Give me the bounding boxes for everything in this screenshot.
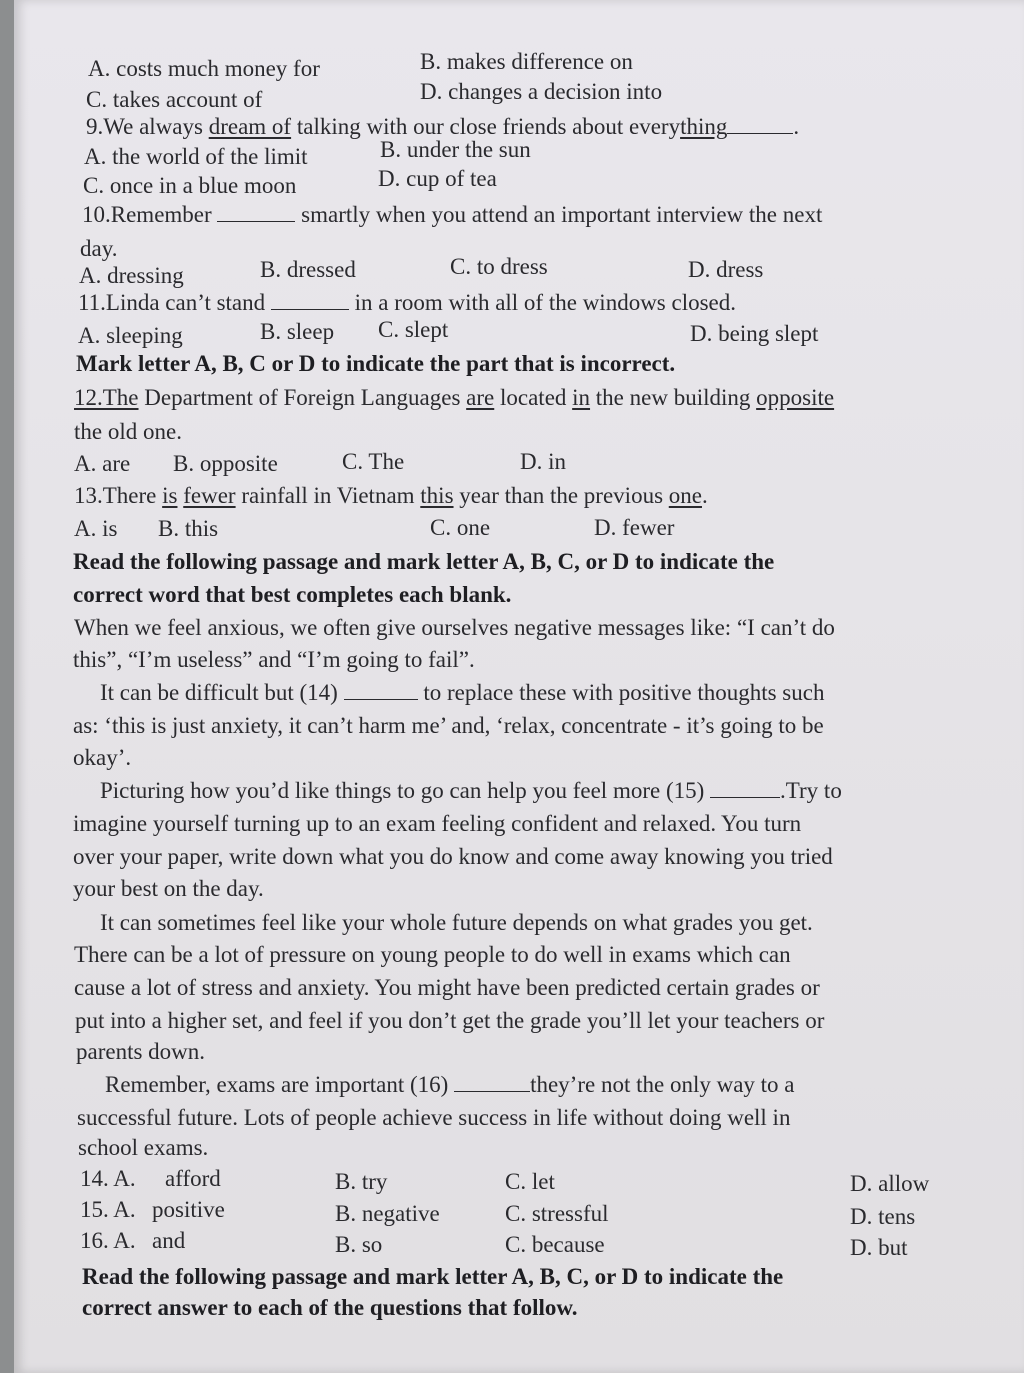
q12-continuation: the old one.: [74, 419, 182, 444]
q8-option-c: C. takes account of: [86, 87, 263, 112]
q11-text-start: 11.Linda can’t stand: [78, 290, 271, 315]
q13-text-1: 13.There: [74, 483, 163, 508]
q10-text-start: 10.Remember: [82, 202, 218, 227]
q12-underlined-in: in: [572, 385, 591, 410]
passage-p4-line-3: cause a lot of stress and anxiety. You might have been predicted certain grades or: [74, 975, 820, 1000]
q10-option-a: A. dressing: [79, 263, 184, 288]
q16-number: 16. A.: [80, 1228, 136, 1253]
q13-option-a: A. is: [74, 516, 118, 541]
blank-16: [454, 1073, 530, 1092]
q13-underlined-this: this: [420, 483, 454, 508]
q15-option-a: positive: [152, 1197, 225, 1222]
question-10: [82, 201, 822, 229]
q13-underlined-fewer: fewer: [183, 483, 236, 508]
q10-option-d: D. dress: [688, 257, 764, 282]
passage-p5-line-3: school exams.: [78, 1135, 209, 1160]
q15-number: 15. A.: [80, 1197, 136, 1222]
passage-p3-line-4: your best on the day.: [73, 876, 264, 901]
q13-option-b: B. this: [158, 516, 219, 541]
passage-p2-line-2: as: ‘this is just anxiety, it can’t harm me’ and, ‘relax, concentrate - it’s going to be: [73, 713, 824, 738]
q9-text-end: .: [793, 114, 800, 139]
q12-option-d: D. in: [520, 449, 566, 474]
passage-p2-line-3: okay’.: [73, 745, 132, 770]
passage-p2-text-start: It can be difficult but (14): [100, 680, 344, 705]
q13-text-3: year than the previous: [453, 483, 669, 508]
q9-underlined-1: dream of: [208, 114, 292, 139]
passage-p4-line-5: parents down.: [76, 1039, 206, 1064]
section-heading-cloze-2: correct word that best completes each blank.: [73, 582, 512, 607]
q11-option-c: C. slept: [378, 317, 449, 342]
q8-option-a: A. costs much money for: [88, 56, 320, 81]
q12-underlined-the: 12.The: [74, 385, 139, 410]
q10-blank: [217, 203, 295, 222]
passage-p3-text-start: Picturing how you’d like things to go can help you feel more (15): [100, 778, 711, 803]
q13-option-d: D. fewer: [594, 515, 675, 540]
passage-p2-line-1: [100, 679, 824, 707]
q13-underlined-one: one: [668, 483, 702, 508]
passage-p5-line-2: successful future. Lots of people achieve success in life without doing well in: [77, 1105, 791, 1130]
q15-option-b: B. negative: [335, 1201, 440, 1226]
q11-option-d: D. being slept: [690, 321, 819, 346]
q16-option-b: B. so: [335, 1232, 383, 1257]
q11-text-end: in a room with all of the windows closed.: [348, 290, 737, 315]
q14-option-c: C. let: [505, 1169, 555, 1194]
q8-option-b: B. makes difference on: [420, 49, 633, 74]
q14-number: 14. A.: [80, 1166, 136, 1191]
q14-option-a: afford: [165, 1166, 221, 1191]
passage-p5-line-1: [105, 1071, 795, 1099]
q9-option-c: C. once in a blue moon: [83, 173, 297, 198]
passage-p4-line-4: put into a higher set, and feel if you don’t get the grade you’ll let your teachers or: [75, 1008, 825, 1033]
passage-p1-line-2: this”, “I’m useless” and “I’m going to fail”.: [73, 647, 475, 672]
q9-underlined-2: thing: [680, 114, 728, 139]
question-13: [74, 482, 708, 510]
section-heading-incorrect: Mark letter A, B, C or D to indicate the part that is incorrect.: [76, 351, 676, 376]
q10-text-end: smartly when you attend an important interview the next: [295, 202, 823, 227]
question-12: [74, 384, 834, 412]
passage-p3-line-1: [100, 777, 842, 805]
passage-p4-line-2: There can be a lot of pressure on young people to do well in exams which can: [74, 942, 791, 967]
passage-p5-text-end: they’re not the only way to a: [530, 1072, 795, 1097]
passage-p2-text-end: to replace these with positive thoughts such: [417, 680, 825, 705]
q10-option-b: B. dressed: [260, 257, 356, 282]
question-11: [78, 289, 736, 317]
q14-option-b: B. try: [335, 1169, 388, 1194]
q9-text-start: 9.We always: [86, 114, 209, 139]
q9-option-d: D. cup of tea: [378, 166, 497, 191]
q12-text-1: Department of Foreign Languages: [138, 385, 467, 410]
q12-underlined-opposite: opposite: [756, 385, 835, 410]
q9-option-b: B. under the sun: [380, 137, 531, 162]
q12-option-b: B. opposite: [173, 451, 278, 476]
q9-text-mid: talking with our close friends about every: [291, 114, 681, 139]
q16-option-c: C. because: [505, 1232, 605, 1257]
passage-p3-line-2: imagine yourself turning up to an exam feeling confident and relaxed. You turn: [73, 811, 802, 836]
blank-14: [344, 681, 418, 700]
q12-text-2: located: [494, 385, 573, 410]
passage-p4-line-1: It can sometimes feel like your whole future depends on what grades you get.: [100, 910, 813, 935]
q15-option-c: C. stressful: [505, 1201, 609, 1226]
q9-blank: [727, 115, 793, 134]
blank-15: [710, 779, 780, 798]
q12-option-a: A. are: [74, 451, 131, 476]
q14-option-d: D. allow: [850, 1171, 930, 1196]
q9-option-a: A. the world of the limit: [84, 144, 308, 169]
q12-text-3: the new building: [590, 385, 757, 410]
q10-option-c: C. to dress: [450, 254, 548, 279]
q11-option-a: A. sleeping: [78, 323, 183, 348]
q15-option-d: D. tens: [850, 1204, 916, 1229]
q12-underlined-are: are: [466, 385, 495, 410]
section-heading-reading-1: Read the following passage and mark letter A, B, C, or D to indicate the: [82, 1264, 784, 1289]
q11-blank: [271, 291, 349, 310]
q16-option-a: and: [152, 1228, 186, 1253]
q13-option-c: C. one: [430, 515, 491, 540]
section-heading-cloze-1: Read the following passage and mark letter A, B, C, or D to indicate the: [73, 549, 775, 574]
passage-p1-line-1: When we feel anxious, we often give ourselves negative messages like: “I can’t do: [74, 615, 835, 640]
q8-option-d: D. changes a decision into: [420, 79, 663, 104]
q11-option-b: B. sleep: [260, 319, 335, 344]
passage-p3-text-end: .Try to: [780, 778, 842, 803]
passage-p5-text-start: Remember, exams are important (16): [105, 1072, 455, 1097]
q16-option-d: D. but: [850, 1235, 908, 1260]
passage-p3-line-3: over your paper, write down what you do know and come away knowing you tried: [73, 844, 833, 869]
q13-text-2: rainfall in Vietnam: [235, 483, 421, 508]
q12-option-c: C. The: [342, 449, 405, 474]
section-heading-reading-2: correct answer to each of the questions that follow.: [82, 1295, 578, 1320]
q13-underlined-is: is: [162, 483, 178, 508]
q13-text-end: .: [701, 483, 708, 508]
q10-continuation: day.: [80, 236, 118, 261]
